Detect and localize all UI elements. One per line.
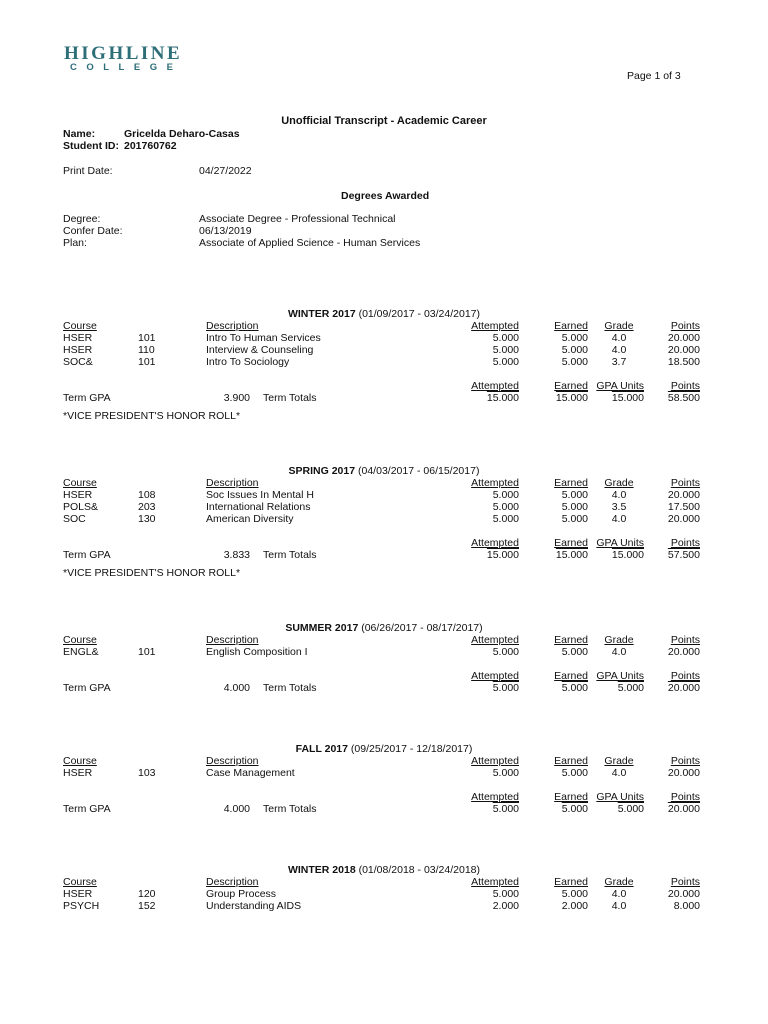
confer-date: 06/13/2019	[199, 225, 252, 237]
term-heading	[0, 308, 768, 320]
course-attempted: 5.000	[492, 646, 519, 658]
course-attempted: 5.000	[492, 332, 519, 344]
course-subject: HSER	[63, 767, 93, 779]
course-description: Case Management	[206, 767, 295, 779]
course-description: International Relations	[206, 501, 311, 513]
course-earned: 5.000	[561, 767, 588, 779]
course-points: 20.000	[667, 767, 700, 779]
course-earned: 2.000	[561, 900, 588, 912]
term-dates: (01/08/2018 - 03/24/2018)	[355, 864, 481, 876]
course-grade: 4.0	[611, 344, 627, 356]
course-points: 20.000	[667, 332, 700, 344]
course-grade: 3.7	[611, 356, 627, 368]
honor-roll-note: *VICE PRESIDENT'S HONOR ROLL*	[63, 410, 241, 422]
term-gpa-label: Term GPA	[63, 392, 111, 404]
header-course: Course	[63, 634, 97, 646]
term-gpa-label: Term GPA	[63, 803, 111, 815]
totals-header-earned: Earned	[554, 537, 588, 549]
course-points: 17.500	[667, 501, 700, 513]
print-date: 04/27/2022	[199, 165, 252, 177]
term-heading	[0, 743, 768, 755]
header-grade: Grade	[604, 320, 634, 332]
course-earned: 5.000	[561, 513, 588, 525]
header-description: Description	[206, 755, 259, 767]
page-number: Page 1 of 3	[627, 70, 681, 82]
total-attempted: 15.000	[486, 549, 519, 561]
course-subject: HSER	[63, 332, 93, 344]
course-grade: 3.5	[611, 501, 627, 513]
header-grade: Grade	[604, 477, 634, 489]
student-id-label: Student ID:	[63, 140, 119, 152]
course-description: Intro To Human Services	[206, 332, 321, 344]
college-logo	[64, 44, 182, 72]
header-grade: Grade	[604, 634, 634, 646]
course-grade: 4.0	[611, 900, 627, 912]
course-description: Intro To Sociology	[206, 356, 290, 368]
course-grade: 4.0	[611, 332, 627, 344]
header-description: Description	[206, 634, 259, 646]
course-points: 18.500	[667, 356, 700, 368]
term-gpa-label: Term GPA	[63, 682, 111, 694]
term-heading	[0, 465, 768, 477]
totals-header-attempted: Attempted	[471, 791, 519, 803]
course-points: 20.000	[667, 513, 700, 525]
total-earned: 15.000	[555, 549, 588, 561]
course-earned: 5.000	[561, 501, 588, 513]
course-attempted: 5.000	[492, 888, 519, 900]
header-attempted: Attempted	[471, 477, 519, 489]
total-gpa-units: 15.000	[611, 549, 644, 561]
course-number: 203	[138, 501, 156, 513]
total-attempted: 5.000	[492, 803, 519, 815]
course-grade: 4.0	[611, 767, 627, 779]
course-grade: 4.0	[611, 646, 627, 658]
header-earned: Earned	[554, 320, 588, 332]
header-course: Course	[63, 876, 97, 888]
student-name: Gricelda Deharo-Casas	[124, 128, 240, 140]
totals-header-points: Points	[670, 380, 700, 392]
total-points: 20.000	[667, 682, 700, 694]
header-points: Points	[670, 320, 700, 332]
course-subject: ENGL&	[63, 646, 99, 658]
total-earned: 5.000	[561, 682, 588, 694]
header-earned: Earned	[554, 755, 588, 767]
header-description: Description	[206, 320, 259, 332]
course-number: 108	[138, 489, 156, 501]
course-number: 103	[138, 767, 156, 779]
course-number: 101	[138, 646, 156, 658]
course-attempted: 5.000	[492, 489, 519, 501]
totals-header-points: Points	[670, 791, 700, 803]
course-points: 8.000	[673, 900, 700, 912]
term-dates: (06/26/2017 - 08/17/2017)	[358, 622, 483, 634]
header-points: Points	[670, 477, 700, 489]
course-subject: PSYCH	[63, 900, 100, 912]
course-number: 110	[138, 344, 155, 356]
course-points: 20.000	[667, 344, 700, 356]
degree-label: Degree:	[63, 213, 101, 225]
term-name: WINTER 2017	[287, 308, 356, 320]
term-gpa-value: 3.833	[223, 549, 250, 561]
course-description: English Composition I	[206, 646, 308, 658]
course-number: 152	[138, 900, 156, 912]
degree-value: Associate Degree - Professional Technical	[199, 213, 396, 225]
term-totals-label: Term Totals	[263, 803, 317, 815]
header-attempted: Attempted	[471, 755, 519, 767]
term-heading	[0, 864, 768, 876]
course-description: Understanding AIDS	[206, 900, 302, 912]
term-totals-label: Term Totals	[263, 682, 317, 694]
course-earned: 5.000	[561, 888, 588, 900]
logo-line-2: COLLEGE	[70, 62, 183, 73]
total-attempted: 15.000	[486, 392, 519, 404]
term-gpa-value: 3.900	[223, 392, 250, 404]
course-grade: 4.0	[611, 513, 627, 525]
totals-header-attempted: Attempted	[471, 670, 519, 682]
totals-header-earned: Earned	[554, 791, 588, 803]
header-course: Course	[63, 320, 97, 332]
total-earned: 5.000	[561, 803, 588, 815]
course-subject: HSER	[63, 489, 93, 501]
term-name: FALL 2017	[295, 743, 348, 755]
header-attempted: Attempted	[471, 634, 519, 646]
course-earned: 5.000	[561, 344, 588, 356]
degrees-heading: Degrees Awarded	[341, 190, 430, 202]
student-id: 201760762	[124, 140, 177, 152]
course-subject: HSER	[63, 344, 93, 356]
course-earned: 5.000	[561, 646, 588, 658]
course-number: 101	[138, 356, 156, 368]
term-gpa-label: Term GPA	[63, 549, 111, 561]
term-gpa-value: 4.000	[223, 682, 250, 694]
totals-header-gpa-units: GPA Units	[596, 670, 644, 682]
header-earned: Earned	[554, 634, 588, 646]
course-attempted: 5.000	[492, 513, 519, 525]
totals-header-attempted: Attempted	[471, 537, 519, 549]
course-earned: 5.000	[561, 332, 588, 344]
total-earned: 15.000	[555, 392, 588, 404]
term-totals-label: Term Totals	[263, 392, 317, 404]
term-totals-label: Term Totals	[263, 549, 317, 561]
header-attempted: Attempted	[471, 876, 519, 888]
term-name: SPRING 2017	[288, 465, 356, 477]
totals-header-earned: Earned	[554, 670, 588, 682]
course-attempted: 2.000	[492, 900, 519, 912]
totals-header-attempted: Attempted	[471, 380, 519, 392]
term-heading	[0, 622, 768, 634]
term-dates: (09/25/2017 - 12/18/2017)	[347, 743, 473, 755]
course-subject: SOC	[63, 513, 86, 525]
header-course: Course	[63, 755, 97, 767]
logo-line-1: HIGHLINE	[64, 43, 183, 64]
course-number: 130	[138, 513, 156, 525]
course-description: Soc Issues In Mental H	[206, 489, 314, 501]
course-description: American Diversity	[206, 513, 294, 525]
totals-header-earned: Earned	[554, 380, 588, 392]
totals-header-gpa-units: GPA Units	[596, 380, 644, 392]
confer-date-label: Confer Date:	[63, 225, 123, 237]
print-date-label: Print Date:	[63, 165, 113, 177]
course-description: Group Process	[206, 888, 277, 900]
plan-label: Plan:	[63, 237, 87, 249]
course-points: 20.000	[667, 646, 700, 658]
header-points: Points	[670, 755, 700, 767]
course-attempted: 5.000	[492, 356, 519, 368]
totals-header-points: Points	[670, 670, 700, 682]
course-earned: 5.000	[561, 356, 588, 368]
total-points: 20.000	[667, 803, 700, 815]
name-label: Name:	[63, 128, 96, 140]
header-earned: Earned	[554, 876, 588, 888]
term-name: WINTER 2018	[287, 864, 356, 876]
plan-value: Associate of Applied Science - Human Services	[199, 237, 421, 249]
course-subject: HSER	[63, 888, 93, 900]
header-points: Points	[670, 876, 700, 888]
header-grade: Grade	[604, 876, 634, 888]
term-name: SUMMER 2017	[285, 622, 359, 634]
total-gpa-units: 5.000	[617, 803, 644, 815]
course-attempted: 5.000	[492, 344, 519, 356]
course-points: 20.000	[667, 888, 700, 900]
course-subject: SOC&	[63, 356, 93, 368]
course-points: 20.000	[667, 489, 700, 501]
header-grade: Grade	[604, 755, 634, 767]
total-gpa-units: 5.000	[617, 682, 644, 694]
total-points: 57.500	[667, 549, 700, 561]
totals-header-points: Points	[670, 537, 700, 549]
totals-header-gpa-units: GPA Units	[596, 791, 644, 803]
total-points: 58.500	[667, 392, 700, 404]
header-attempted: Attempted	[471, 320, 519, 332]
course-number: 120	[138, 888, 156, 900]
course-subject: POLS&	[63, 501, 99, 513]
term-dates: (04/03/2017 - 06/15/2017)	[355, 465, 480, 477]
term-gpa-value: 4.000	[223, 803, 250, 815]
course-attempted: 5.000	[492, 501, 519, 513]
header-earned: Earned	[554, 477, 588, 489]
header-description: Description	[206, 477, 259, 489]
total-attempted: 5.000	[492, 682, 519, 694]
course-number: 101	[138, 332, 156, 344]
course-grade: 4.0	[611, 489, 627, 501]
totals-header-gpa-units: GPA Units	[596, 537, 644, 549]
header-description: Description	[206, 876, 259, 888]
course-grade: 4.0	[611, 888, 627, 900]
header-course: Course	[63, 477, 97, 489]
total-gpa-units: 15.000	[611, 392, 644, 404]
header-points: Points	[670, 634, 700, 646]
course-earned: 5.000	[561, 489, 588, 501]
course-description: Interview & Counseling	[206, 344, 314, 356]
course-attempted: 5.000	[492, 767, 519, 779]
document-title: Unofficial Transcript - Academic Career	[281, 115, 487, 127]
term-dates: (01/09/2017 - 03/24/2017)	[355, 308, 481, 320]
honor-roll-note: *VICE PRESIDENT'S HONOR ROLL*	[63, 567, 241, 579]
